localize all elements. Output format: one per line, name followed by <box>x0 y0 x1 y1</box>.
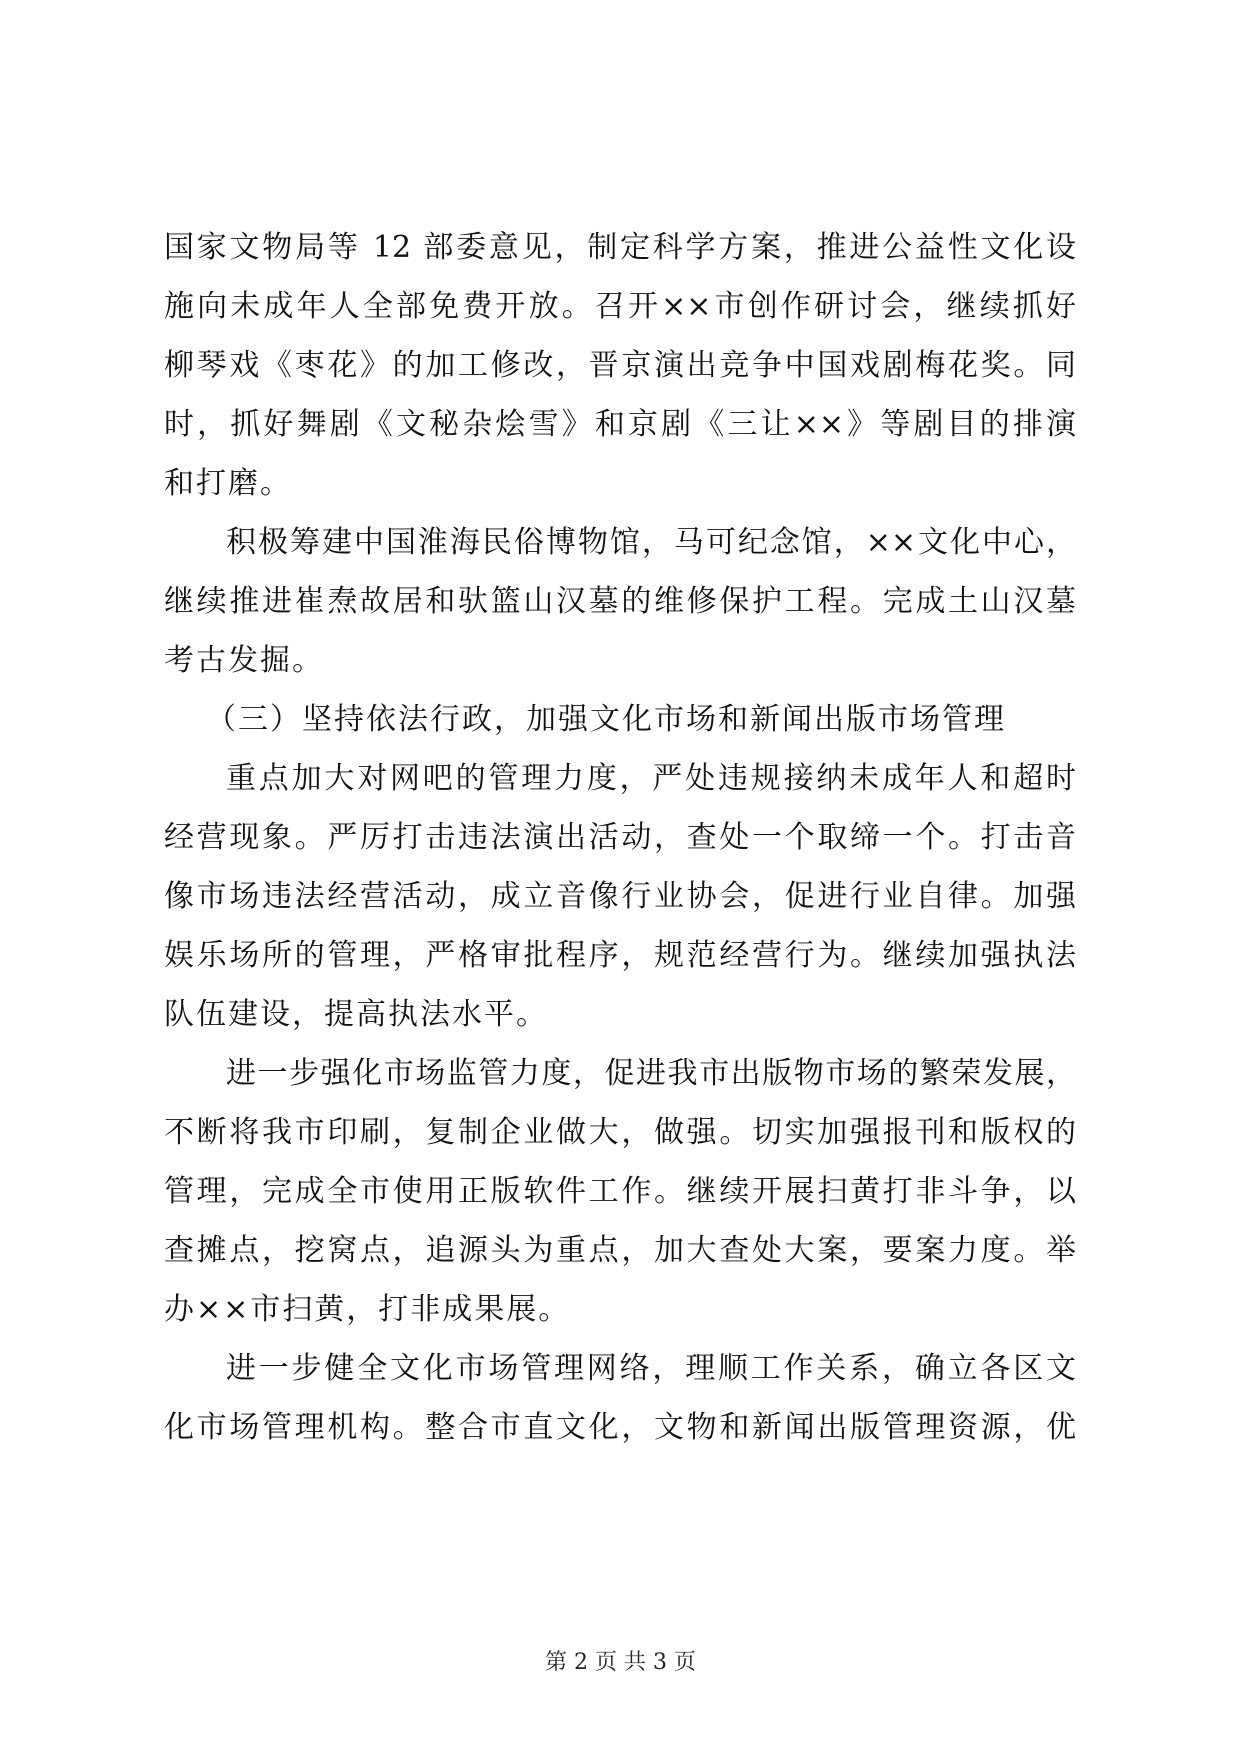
text-line: 进一步强化市场监管力度，促进我市出版物市场的繁荣发展， <box>226 1056 1076 1091</box>
text-line: 化市场管理机构。整合市直文化，文物和新闻出版管理资源，优 <box>164 1410 1076 1445</box>
text-line: 和打磨。 <box>164 466 292 501</box>
text-line: 继续推进崔焘故居和驮篮山汉墓的维修保护工程。完成土山汉墓 <box>164 584 1076 619</box>
body-text <box>164 228 1076 1467</box>
text-line: 不断将我市印刷，复制企业做大，做强。切实加强报刊和版权的 <box>164 1115 1076 1150</box>
text-line: 进一步健全文化市场管理网络，理顺工作关系，确立各区文 <box>226 1351 1076 1386</box>
text-line: 管理，完成全市使用正版软件工作。继续开展扫黄打非斗争，以 <box>164 1174 1076 1209</box>
text-line: 施向未成年人全部免费开放。召开××市创作研讨会，继续抓好 <box>164 289 1076 324</box>
text-line: 重点加大对网吧的管理力度，严处违规接纳未成年人和超时 <box>226 761 1076 796</box>
text-line: 队伍建设，提高执法水平。 <box>164 997 548 1032</box>
text-line: 娱乐场所的管理，严格审批程序，规范经营行为。继续加强执法 <box>164 938 1076 973</box>
text-line: 经营现象。严厉打击违法演出活动，查处一个取缔一个。打击音 <box>164 820 1076 855</box>
page-number-footer: 第 2 页 共 3 页 <box>545 1650 696 1675</box>
text-line: 柳琴戏《枣花》的加工修改，晋京演出竞争中国戏剧梅花奖。同 <box>164 348 1076 383</box>
text-line: 国家文物局等 12 部委意见，制定科学方案，推进公益性文化设 <box>164 230 1076 265</box>
text-line: 考古发掘。 <box>164 643 324 678</box>
text-line: 积极筹建中国淮海民俗博物馆，马可纪念馆，××文化中心， <box>226 525 1076 560</box>
text-line: 时，抓好舞剧《文秘杂烩雪》和京剧《三让××》等剧目的排演 <box>164 407 1076 442</box>
section-heading: （三）坚持依法行政，加强文化市场和新闻出版市场管理 <box>206 702 1006 737</box>
text-line: 办××市扫黄，打非成果展。 <box>164 1292 571 1327</box>
text-line: 查摊点，挖窝点，追源头为重点，加大查处大案，要案力度。举 <box>164 1233 1076 1268</box>
text-line: 像市场违法经营活动，成立音像行业协会，促进行业自律。加强 <box>164 879 1076 914</box>
